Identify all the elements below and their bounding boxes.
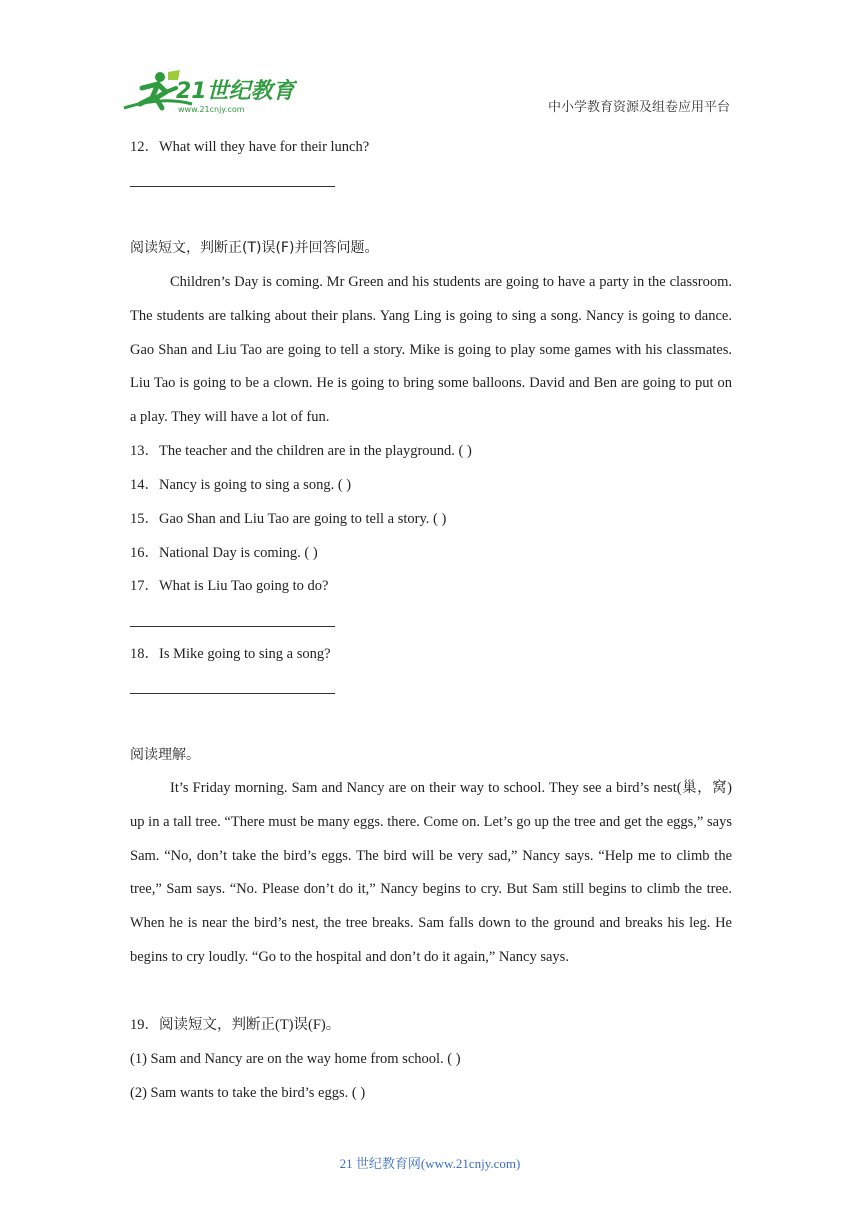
passage-birds-nest: It’s Friday morning. Sam and Nancy are on their way to school. They see a bird’s nest(巢，窝) up in a tall tree. “There must be many eggs. there. Come on. Let’s go up the tree and get the eggs,” says Sam. “No, don’t take the bird’s eggs. The bird will be very sad,” Nancy says. “Help me to climb the tree,” Sam says. “No. Please don’t do it,” Nancy begins to cry. But Sam still begins to climb the tree. When he is near the bird’s nest, the tree breaks. Sam falls down to the ground and breaks his leg. He begins to cry loudly. “Go to the hospital and don’t do it again,” Nancy says. <box>130 780 732 965</box>
platform-title: 中小学教育资源及组卷应用平台 <box>547 100 730 115</box>
question-19: 19．阅读短文，判断正(T)误(F)。 <box>130 1017 341 1033</box>
answer-line-17[interactable] <box>130 626 335 627</box>
answer-line-12[interactable] <box>130 186 335 187</box>
question-13: 13．The teacher and the children are in the playground. ( ) <box>130 443 472 459</box>
question-19-item-2: (2) Sam wants to take the bird’s eggs. ( ) <box>130 1085 366 1101</box>
svg-text:21世纪教育: 21世纪教育 <box>176 79 295 104</box>
question-14: 14．Nancy is going to sing a song. ( ) <box>130 477 352 493</box>
section-title-true-false: 阅读短文，判断正(T)误(F)并回答问题。 <box>130 240 379 256</box>
answer-line-18[interactable] <box>130 693 335 694</box>
question-16: 16．National Day is coming. ( ) <box>130 545 318 561</box>
page-footer[interactable]: 21 世纪教育网(www.21cnjy.com) <box>339 1156 521 1171</box>
passage-childrens-day: Children’s Day is coming. Mr Green and his students are going to have a party in the classroom. The students are talking about their plans. Yang Ling is going to sing a song. Nancy is going to dance. Gao Shan and Liu Tao are going to tell a story. Mike is going to play some games with his classmates. Liu Tao is going to be a clown. He is going to bring some balloons. David and Ben are going to put on a play. They will have a lot of fun. <box>130 274 732 426</box>
question-17: 17．What is Liu Tao going to do? <box>130 578 329 594</box>
site-logo <box>122 68 297 118</box>
section-title-reading: 阅读理解。 <box>130 747 200 763</box>
question-12: 12．What will they have for their lunch? <box>130 139 370 155</box>
question-15: 15．Gao Shan and Liu Tao are going to tell a story. ( ) <box>130 511 447 527</box>
svg-text:www.21cnjy.com: www.21cnjy.com <box>178 105 245 114</box>
question-18: 18．Is Mike going to sing a song? <box>130 646 331 662</box>
question-19-item-1: (1) Sam and Nancy are on the way home from school. ( ) <box>130 1051 461 1067</box>
page-header <box>0 0 860 125</box>
